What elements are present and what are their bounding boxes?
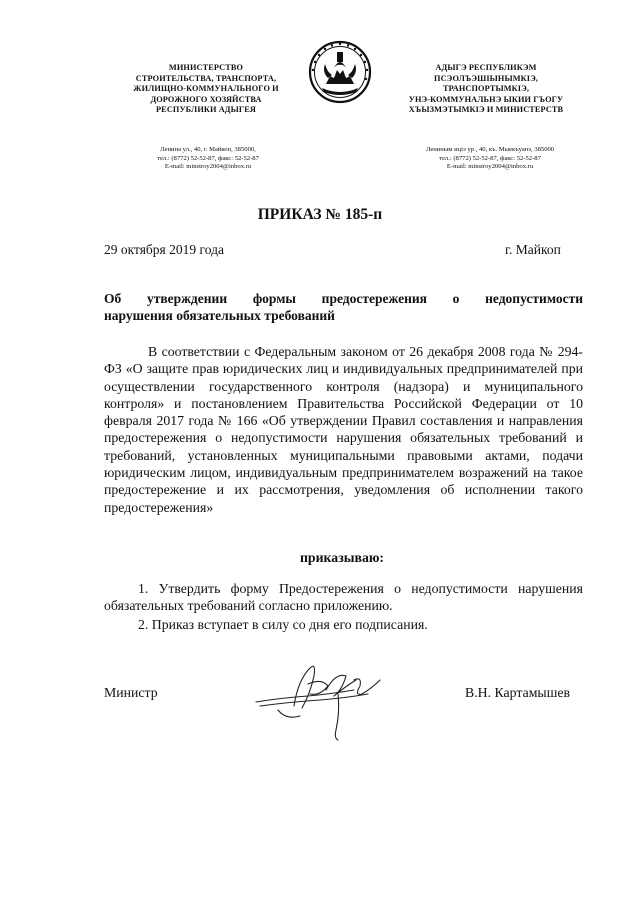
ministry-ady-line: ТРАНСПОРТЫМКІЭ, bbox=[442, 84, 529, 94]
ministry-name-adyghe bbox=[375, 63, 597, 116]
decree-word: приказываю: bbox=[299, 550, 384, 565]
address-ady-line: тел.: (8772) 52-52-87, факс: 52-52-87 bbox=[439, 154, 541, 162]
preamble-paragraph: В соответствии с Федеральным законом от 26 декабря 2008 года № 294-ФЗ «О защите прав юридических лиц и индивидуальных предпринимателей при осуществлении государственного контроля (надзора) и муниципального контроля» и постановлением Правительства Российской Федерации от 10 февраля 2017 года № 166 «Об утверждении Правил составления и направления предостережения о недопустимости нарушения обязательных требований и требований, установленных муниципальными правовыми актами, подачи юридическим лицом, индивидуальным предпринимателем возражений на такое предостережение и их рассмотрения, уведомления об исполнении такого предостережения» bbox=[104, 344, 583, 515]
address-ru-line: Ленина ул., 40, г. Майкоп, 385000, bbox=[160, 146, 256, 153]
order-subject bbox=[104, 290, 583, 324]
subject-line: нарушения обязательных требований bbox=[104, 308, 335, 323]
minister-title: Министр bbox=[104, 685, 158, 700]
minister-name: В.Н. Картамышев bbox=[465, 685, 570, 700]
address-ru-line: тел.: (8772) 52-52-87, факс: 52-52-87 bbox=[157, 154, 259, 162]
order-date: 29 октября 2019 года bbox=[104, 242, 224, 257]
ministry-ru-line: РЕСПУБЛИКИ АДЫГЕЯ bbox=[156, 105, 256, 115]
ministry-ady-line: ПСЭОЛЪЭШІЫНЫМКІЭ, bbox=[434, 73, 538, 83]
handwritten-signature bbox=[250, 650, 390, 742]
adygea-emblem-icon bbox=[308, 38, 372, 106]
ministry-ady-line: УНЭ-КОММУНАЛЬНЭ ЫКИИ ГЪОГУ bbox=[408, 94, 564, 104]
address-ady-line: Лениным иціэ ур., 40, къ. Мыекъуапэ, 385000 bbox=[425, 146, 555, 153]
address-ady-email: E-mail: minstroy2004@inbox.ru bbox=[446, 163, 534, 171]
order-city: г. Майкоп bbox=[505, 242, 561, 257]
ministry-ru-line: ДОРОЖНОГО ХОЗЯЙСТВА bbox=[150, 94, 262, 104]
order-item-1: 1. Утвердить форму Предостережения о недопустимости нарушения обязательных требований согласно приложению. bbox=[104, 581, 583, 614]
ministry-name-russian bbox=[106, 63, 306, 116]
order-title: ПРИКАЗ № 185-п bbox=[257, 206, 383, 223]
subject-line: Об утверждении формы предостережения о недопустимости bbox=[104, 291, 583, 306]
ministry-ady-line: ХЪЫЗМЭТЫМКІЭ И МИНИСТЕРСТВ bbox=[408, 105, 564, 115]
order-item-2: 2. Приказ вступает в силу со дня его подписания. bbox=[138, 617, 428, 632]
ministry-ru-line: ЖИЛИЩНО-КОММУНАЛЬНОГО И bbox=[133, 84, 279, 94]
ministry-ru-line: МИНИСТЕРСТВО bbox=[168, 63, 244, 72]
ministry-ru-line: СТРОИТЕЛЬСТВА, ТРАНСПОРТА, bbox=[135, 73, 277, 83]
address-russian bbox=[128, 146, 288, 172]
address-adyghe bbox=[390, 146, 590, 172]
ministry-ady-line: АДЫГЭ РЕСПУБЛИКЭМ bbox=[435, 63, 537, 72]
address-ru-email: E-mail: minstroy2004@inbox.ru bbox=[164, 163, 252, 171]
